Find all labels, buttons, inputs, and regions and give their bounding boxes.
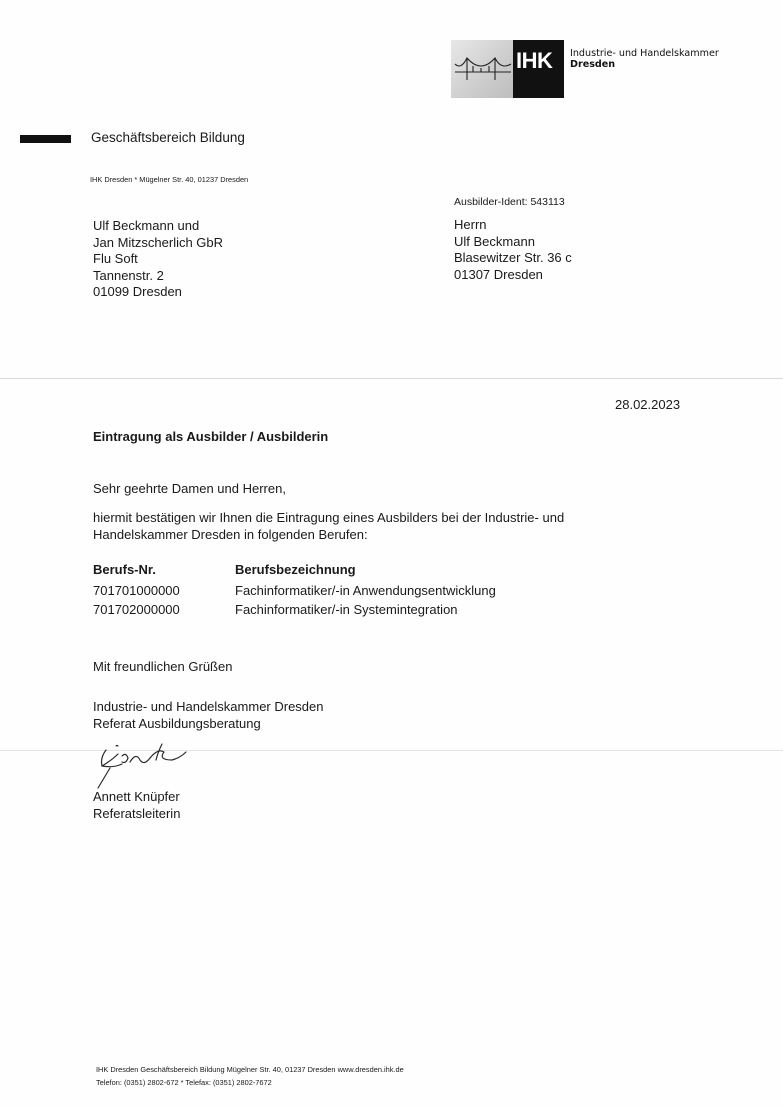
scan-artifact-line — [0, 378, 783, 379]
org-line: Industrie- und Handelskammer Dresden — [93, 699, 324, 714]
signer — [93, 789, 180, 822]
ihk-logo — [451, 40, 564, 98]
logo-name-line1: Industrie- und Handelskammer — [570, 48, 719, 59]
occupation-number: 701701000000 — [93, 583, 180, 598]
occupation-title: Fachinformatiker/-in Anwendungsentwicklung — [235, 583, 496, 598]
recipient-address-right — [454, 217, 572, 283]
signer-name: Annett Knüpfer — [93, 789, 180, 804]
column-header-number: Berufs-Nr. — [93, 562, 156, 577]
address-line: Herrn — [454, 217, 487, 232]
address-line: Blasewitzer Str. 36 c — [454, 250, 572, 265]
logo-name-line2: Dresden — [570, 59, 616, 70]
handwritten-signature — [92, 738, 192, 790]
address-line: Ulf Beckmann — [454, 233, 535, 249]
ihk-logo-mark: IHK — [516, 48, 553, 73]
occupation-title: Fachinformatiker/-in Systemintegration — [235, 602, 458, 617]
sender-organization — [93, 699, 324, 732]
address-line: Tannenstr. 2 — [93, 267, 164, 283]
address-line: 01307 Dresden — [454, 266, 543, 282]
ihk-logo-block — [513, 40, 564, 98]
footer-line: Telefon: (0351) 2802-672 * Telefax: (0351) 2802-7672 — [96, 1078, 272, 1087]
section-marker-bar — [20, 135, 71, 143]
recipient-address-left — [93, 218, 223, 301]
closing-phrase: Mit freundlichen Grüßen — [93, 659, 233, 674]
org-line: Referat Ausbildungsberatung — [93, 715, 261, 731]
address-line: Jan Mitzscherlich GbR — [93, 234, 224, 250]
ihk-logo-name — [570, 48, 719, 70]
letter-body — [93, 509, 564, 543]
salutation: Sehr geehrte Damen und Herren, — [93, 481, 286, 496]
footer-line: IHK Dresden Geschäftsbereich Bildung Mügelner Str. 40, 01237 Dresden www.dresden.ihk.de — [96, 1065, 404, 1074]
letter-footer — [96, 1063, 404, 1089]
sender-return-line: IHK Dresden * Mügelner Str. 40, 01237 Dresden — [90, 175, 249, 184]
address-line: Flu Soft — [93, 251, 138, 266]
address-line: Ulf Beckmann und — [93, 218, 200, 233]
body-line: Handelskammer Dresden in folgenden Berufen: — [93, 527, 368, 542]
bridge-logo-icon — [451, 40, 513, 98]
column-header-title: Berufsbezeichnung — [235, 562, 356, 577]
address-line: 01099 Dresden — [93, 284, 182, 299]
signer-role: Referatsleiterin — [93, 805, 181, 821]
trainer-ident: Ausbilder-Ident: 543113 — [454, 196, 565, 208]
letter-subject: Eintragung als Ausbilder / Ausbilderin — [93, 429, 329, 444]
body-line: hiermit bestätigen wir Ihnen die Eintragung eines Ausbilders bei der Industrie- und — [93, 510, 565, 525]
occupation-number: 701702000000 — [93, 602, 180, 617]
letter-date: 28.02.2023 — [615, 397, 681, 412]
section-title: Geschäftsbereich Bildung — [91, 130, 245, 145]
